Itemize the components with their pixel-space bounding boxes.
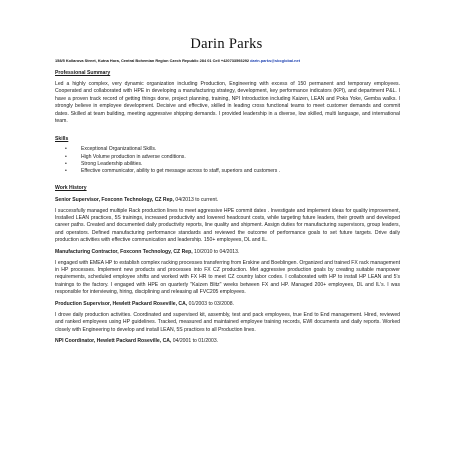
bullet-icon: •: [65, 161, 67, 168]
job-title-text: Production Supervisor, Hewlett Packard Roseville, CA,: [55, 300, 188, 307]
resume-content: [55, 70, 400, 345]
job-title: [55, 249, 400, 256]
job-dates: 04/2001 to 01/2003.: [171, 337, 219, 344]
professional-summary-text: Led a highly complex, very dynamic organization including Production, Engineering with excess of 150 permanent and temporary employees. Cooperated and collaborated with HPE in developing a manufacturing strategy, development, key performance indicators (KPI), and department P&L. I have a proven track record of getting things done, project planning, training, NPI Introduction including Kaizen, LEAN and Poka Yoke, Gemba walks. I strongly believe in employee development. Decisive and effective, skilled in leading cross functional teams to meet customer demands and commit dates. Skilled at team building, meeting aggressive shipping demands. I provided leadership in a diverse, low skilled, multi language, and international team.: [55, 81, 400, 125]
job-title: [55, 197, 400, 204]
skills-list: [55, 146, 400, 175]
list-item: [65, 161, 400, 168]
contact-address: 158/5 Kollarova Street, Kutna Hora, Central Bohemian Region Czech Republic 284 01 Cell +420733593292: [55, 58, 251, 63]
job-title: [55, 338, 400, 345]
job-title: [55, 301, 400, 308]
work-history-heading: Work History: [55, 184, 87, 191]
skill-text: Exceptional Organizational Skills.: [81, 146, 157, 153]
contact-email-link[interactable]: darin.parks@sbcglobal.net: [250, 58, 301, 63]
job-description: I engaged with EMEA HP to establish complex racking processes transferring from Erskine and Boeblingen. Organized and trained FX rack management in HP processes. Implement new products and processes into FX CZ production. Met aggressive production goals by creating suitable manpower requirements, scheduled employee shifts and worked with FX HR to meet CZ country labor codes. I collaborated with HP to install HP LEAN and 5's trainings to the factory. I engaged with HPE on quarterly "Kaizen Blitz" weeks between FX and HP. Managed 200+ employees, DL and IL's. I was responsible for interviewing, hiring, disciplining and releasing all FVC205 employees.: [55, 259, 400, 296]
skills-heading: Skills: [55, 136, 69, 143]
list-item: [65, 154, 400, 161]
candidate-name: Darin Parks: [190, 36, 263, 52]
bullet-icon: •: [65, 153, 67, 160]
skill-text: High Volume production in adverse conditions.: [81, 153, 186, 160]
list-item: [65, 146, 400, 153]
job-description: I successfully managed multiple Rack production lines to meet aggressive HPE commit dates . Investigate and implement ideas for quality improvement, Installed LEAN practices, 5S trainings, increased productivity and lowered headcount costs, while targeting future leaders, their growth and developed career paths. Created and documented daily productivity reports, line quality and shipment. Assign duties for manufacturing supervisors, group leaders, and operators. Defined manufacturing performance standards and reviewed the outcome of performance goals to set future targets. Drive daily production activities with effective communication and leadership. 150+ employees, DL and IL.: [55, 207, 400, 244]
job-title-text: Senior Supervisor, Foxconn Technology, CZ Rep,: [55, 196, 174, 203]
job-dates: 10/2010 to 04/2013.: [192, 248, 240, 255]
skill-text: Strong Leadership abilities.: [81, 161, 143, 168]
job-description: I drove daily production activities. Coordinated and supervised kit, assembly, test and pack employees, true End to End management. Hired, reviewed and ranked employees using HP guidelines. Tracked, measured and maintained employee training records, EWI documents and daily reports. Worked closely with Engineering to develop and install LEAN, 5S practices to all Production lines.: [55, 311, 400, 333]
bullet-icon: •: [65, 168, 67, 175]
job-title-text: Manufacturing Contractor, Foxconn Technology, CZ Rep,: [55, 248, 193, 255]
skill-text: Effective communicator, ability to get message across to staff, superiors and customers .: [81, 168, 281, 175]
list-item: [65, 168, 400, 175]
job-dates: 04/2013 to current.: [173, 196, 219, 203]
contact-line: [55, 58, 400, 63]
job-title-text: NPI Coordinator, Hewlett Packard Roseville, CA,: [55, 337, 172, 344]
bullet-icon: •: [65, 146, 67, 153]
professional-summary-heading: Professional Summary: [55, 70, 111, 76]
job-dates: 01/2003 to 03/2008.: [187, 300, 234, 307]
